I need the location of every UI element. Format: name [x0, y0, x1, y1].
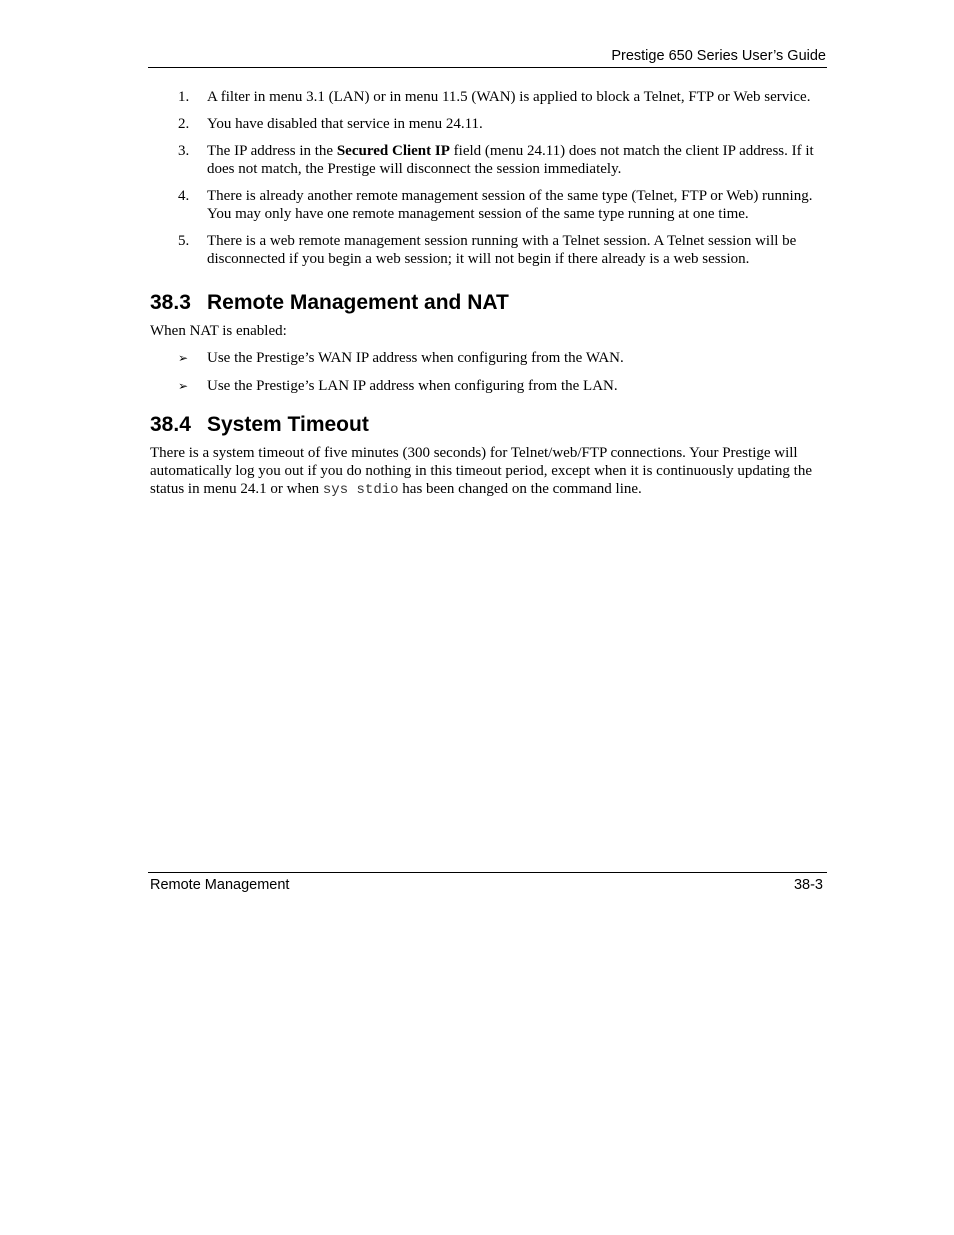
arrow-bullet-icon: ➢ — [178, 379, 189, 393]
chapter-name: Remote Management — [150, 877, 290, 893]
list-number: 4. — [178, 188, 190, 204]
section-number: 38.3 — [150, 291, 191, 314]
list-number: 1. — [178, 89, 190, 105]
bullet-text: Use the Prestige’s LAN IP address when configuring from the LAN. — [207, 378, 618, 394]
page-footer — [148, 872, 827, 895]
list-number: 2. — [178, 116, 190, 132]
list-number: 3. — [178, 143, 190, 159]
bullet-text: Use the Prestige’s WAN IP address when configuring from the WAN. — [207, 350, 624, 366]
list-item — [150, 88, 826, 106]
section-heading-timeout — [150, 412, 826, 438]
list-text: There is a web remote management session running with a Telnet session. A Telnet session will be disconnected if you begin a web session; it will not begin if there already is a web session. — [207, 233, 797, 267]
guide-title: Prestige 650 Series User’s Guide — [611, 48, 826, 64]
list-item — [150, 115, 826, 133]
section-title: Remote Management and NAT — [207, 291, 509, 314]
list-item — [150, 349, 826, 367]
list-text-post: field (menu 24.11) does not match the client IP address. If it does not match, the Prestige will disconnect the session immediately. — [207, 143, 814, 177]
section-heading-nat — [150, 290, 826, 316]
list-item — [150, 377, 826, 395]
arrow-bullet-icon: ➢ — [178, 351, 189, 365]
list-text: You have disabled that service in menu 24.11. — [207, 116, 483, 132]
section-title: System Timeout — [207, 413, 369, 436]
page-number: 38-3 — [793, 877, 823, 893]
list-item — [150, 187, 826, 223]
nat-bullet-list — [150, 349, 826, 395]
timeout-text-after: has been changed on the command line. — [398, 481, 642, 497]
reasons-list — [150, 88, 826, 268]
secured-client-ip-term: Secured Client IP — [336, 143, 450, 159]
timeout-paragraph — [150, 444, 826, 499]
timeout-text-before: There is a system timeout of five minutes (300 seconds) for Telnet/web/FTP connections. Your Prestige will automatically log you out if you do nothing in this timeout period, except when it is continuously updating the status in menu 24.1 or when — [150, 445, 812, 497]
page-content — [150, 88, 826, 499]
list-item — [150, 232, 826, 268]
list-text: A filter in menu 3.1 (LAN) or in menu 11.5 (WAN) is applied to block a Telnet, FTP or Web service. — [207, 89, 811, 105]
list-text-pre: The IP address in the — [207, 143, 337, 159]
list-item — [150, 142, 826, 178]
nat-intro: When NAT is enabled: — [150, 323, 287, 339]
list-number: 5. — [178, 233, 190, 249]
page-header — [148, 46, 827, 68]
list-text: There is already another remote management session of the same type (Telnet, FTP or Web) running. You may only have one remote management session of the same type running at one time. — [207, 188, 813, 222]
command-code: sys stdio — [322, 482, 399, 498]
section-number: 38.4 — [150, 413, 191, 436]
